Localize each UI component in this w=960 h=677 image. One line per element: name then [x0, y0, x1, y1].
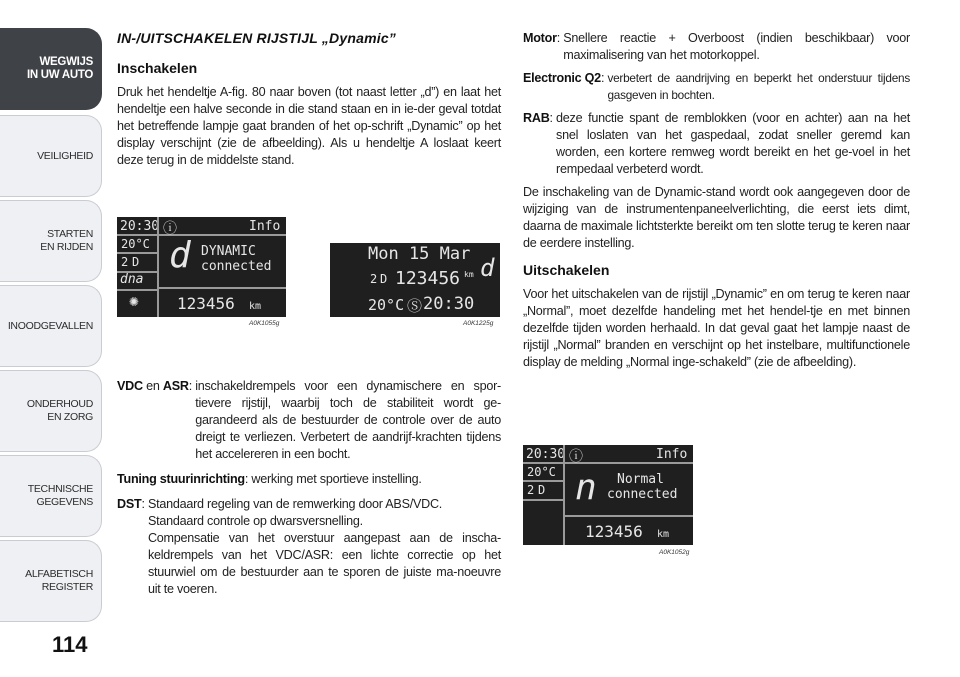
- conjunction: en: [142, 379, 163, 393]
- divider: [157, 217, 159, 317]
- definition-dst: DST: Standaard regeling van de remwerking door ABS/VDC. Standaard controle op dwarsversnelling. Compensatie van het overstuur aangepast aan de inscha-keldrempels van het VDC/ASR: een lichte correctie op het stuurwiel om de bestuurder aan te sporen de juiste ma-noeuvre uit te voeren.: [117, 497, 501, 596]
- divider: [563, 445, 565, 545]
- figure-code: A0K1055g: [249, 320, 280, 327]
- display-time: 20:30: [120, 219, 160, 234]
- display-date: Mon 15 Mar: [368, 244, 471, 264]
- info-icon: ⓘ: [569, 449, 583, 465]
- page-number: 114: [52, 632, 88, 657]
- term-electronic-q2: Electronic Q2: [523, 71, 601, 85]
- info-label: Info: [249, 219, 281, 234]
- divider: [563, 515, 693, 517]
- odometer: 123456: [177, 294, 235, 313]
- divider: [117, 234, 286, 236]
- figure-code: A0K1225g: [463, 320, 494, 327]
- mode-name: Normal: [617, 472, 664, 487]
- tuning-description: : werking met sportieve instelling.: [244, 472, 422, 486]
- term-vdc: VDC: [117, 379, 143, 393]
- info-icon: ⓘ: [163, 221, 177, 237]
- definition-electronic-q2: Electronic Q2: verbetert de aandrijving en beperkt het onderstuur tijdens gasgeven in bochten.: [523, 71, 910, 102]
- definition-vdc-asr: VDC en ASR: inschakeldrempels voor een dynamischere en spor-tievere rijstijl, waarbij toch de stabiliteit wordt ge-garandeerd als de bestuurder de controle over de auto dreigt te verliezen. Verbetert de aandrijf-krachten tijdens het accelereren in een bocht.: [117, 379, 501, 461]
- eq2-description: verbetert de aandrijving en beperkt het onderstuur tijdens gasgeven in bochten.: [607, 71, 910, 102]
- divider: [523, 499, 564, 501]
- odometer: 123456: [585, 522, 643, 541]
- subtitle-inschakelen: Inschakelen: [117, 60, 198, 76]
- section-title: IN-/UITSCHAKELEN RIJSTIJL „Dynamic”: [117, 30, 397, 46]
- mode-name: DYNAMIC: [201, 244, 256, 259]
- tab-noodgevallen[interactable]: INOODGEVALLEN: [0, 285, 102, 367]
- figure-code: A0K1052g: [659, 549, 690, 556]
- term-rab: RAB: [523, 111, 550, 125]
- dna-label: dna: [120, 272, 144, 287]
- divider: [523, 462, 693, 464]
- info-label: Info: [656, 447, 688, 462]
- divider: [117, 252, 158, 254]
- term-asr: ASR: [162, 379, 189, 393]
- divider: [157, 287, 286, 289]
- temperature: 20°C: [527, 465, 556, 479]
- temperature: 20°C: [368, 296, 405, 314]
- term-motor: Motor: [523, 31, 557, 45]
- dst-line-1: Standaard regeling van de remwerking door ABS/VDC.: [147, 497, 443, 511]
- clock-icon: Ⓢ: [407, 297, 423, 315]
- globe-icon: ✺: [129, 291, 139, 310]
- odometer: 123456: [395, 268, 461, 289]
- subtitle-uitschakelen: Uitschakelen: [523, 262, 610, 278]
- dynamic-indicator-paragraph: De inschakeling van de Dynamic-stand wordt ook aangegeven door de wijziging van de instrumentenpaneelverlichting, die eerst iets dimt, daarna de maximale lichtsterkte bereikt om ten slotte terug te keren naar de eerdere instelling.: [523, 185, 910, 250]
- odometer-unit: km: [657, 529, 670, 540]
- tab-starten-en-rijden[interactable]: STARTEN EN RIJDEN: [0, 200, 102, 282]
- left-definitions: [117, 378, 501, 598]
- dst-line-2: Standaard controle op dwarsversnelling.: [147, 514, 363, 528]
- display-time: 20:30: [423, 294, 475, 314]
- gear-drive: D: [380, 272, 388, 286]
- divider: [523, 480, 564, 482]
- term-tuning: Tuning stuurinrichting: [117, 472, 245, 486]
- display-dynamic-connected: [117, 217, 286, 317]
- mode-letter: d: [169, 235, 191, 276]
- odometer-unit: km: [249, 301, 262, 312]
- vdc-description: inschakeldrempels voor een dynamischere en spor-tievere rijstijl, waarbij toch de stabiliteit wordt ge-garandeerd als de bestuurder de controle over de auto dreigt te verliezen. Verbetert de aandrijf-krachten tijdens het accelereren in een bocht.: [195, 379, 501, 461]
- gear-number: 2: [527, 483, 535, 497]
- tab-onderhoud[interactable]: ONDERHOUD EN ZORG: [0, 370, 102, 452]
- gear-number: 2: [121, 255, 129, 269]
- mode-letter: d: [480, 254, 495, 282]
- definition-motor: Motor: Snellere reactie + Overboost (indien beschikbaar) voor maximalisering van het motorkoppel.: [523, 31, 910, 62]
- tab-veiligheid[interactable]: VEILIGHEID: [0, 115, 102, 197]
- tab-alfabetisch-register[interactable]: ALFABETISCH REGISTER: [0, 540, 102, 622]
- tab-wegwijs[interactable]: WEGWIJS IN UW AUTO: [0, 28, 102, 110]
- motor-description: Snellere reactie + Overboost (indien beschikbaar) voor maximalisering van het motorkoppel.: [563, 31, 910, 62]
- gear-number: 2: [370, 272, 378, 286]
- temperature: 20°C: [121, 237, 150, 251]
- tab-technische-gegevens[interactable]: TECHNISCHE GEGEVENS: [0, 455, 102, 537]
- right-column: [523, 30, 910, 371]
- gear-drive: D: [132, 255, 140, 269]
- gear-drive: D: [538, 483, 546, 497]
- mode-letter: n: [575, 467, 597, 508]
- display-trip-computer: [330, 243, 500, 317]
- intro-paragraph: Druk het hendeltje A-fig. 80 naar boven (tot naast letter „d”) en laat het hendeltje een halve seconde in die stand staan en in ie-der geval totdat het betreffende lampje gaat branden of het op-schrift „Dynamic” op het display verschijnt (zie de afbeelding). Als u hendeltje A loslaat keert deze terug in de middelste stand.: [117, 85, 501, 167]
- term-dst: DST: [117, 497, 142, 511]
- left-column: [117, 30, 501, 169]
- display-time: 20:30: [526, 447, 566, 462]
- definition-rab: RAB: deze functie spant de remblokken (voor en achter) aan na het snel loslaten van het gaspedaal, zodat sneller geremd kan worden, een kortere remweg wordt bereikt en het ge-voel in het rempedaal verbeterd wordt.: [523, 111, 910, 176]
- display-normal-connected: [523, 445, 693, 545]
- odometer-unit: km: [464, 270, 474, 279]
- mode-status: connected: [201, 259, 272, 274]
- mode-status: connected: [607, 487, 678, 502]
- dst-line-3: Compensatie van het overstuur aangepast aan de inscha-keldrempels van het VDC/ASR: een lichte correctie op het stuurwiel om de bestuurder aan te sporen de juiste ma-noeuvre uit te voeren.: [147, 531, 501, 596]
- rab-description: deze functie spant de remblokken (voor en achter) aan na het snel loslaten van het gaspedaal, zodat sneller geremd kan worden, een kortere remweg wordt bereikt en het ge-voel in het rempedaal verbeterd wordt.: [556, 111, 910, 176]
- switch-off-paragraph: Voor het uitschakelen van de rijstijl „Dynamic” en om terug te keren naar „Normal”, moet dezelfde handeling met het hendel-tje en met binnen dezelfde tijden worden herhaald. In dat geval gaat het lampje naast de rijstijl „Normal” branden en verschijnt op het instelbare, multifunctionele display de melding „Normal inge-schakeld” (zie de afbeelding).: [523, 287, 910, 369]
- definition-tuning: [117, 471, 501, 488]
